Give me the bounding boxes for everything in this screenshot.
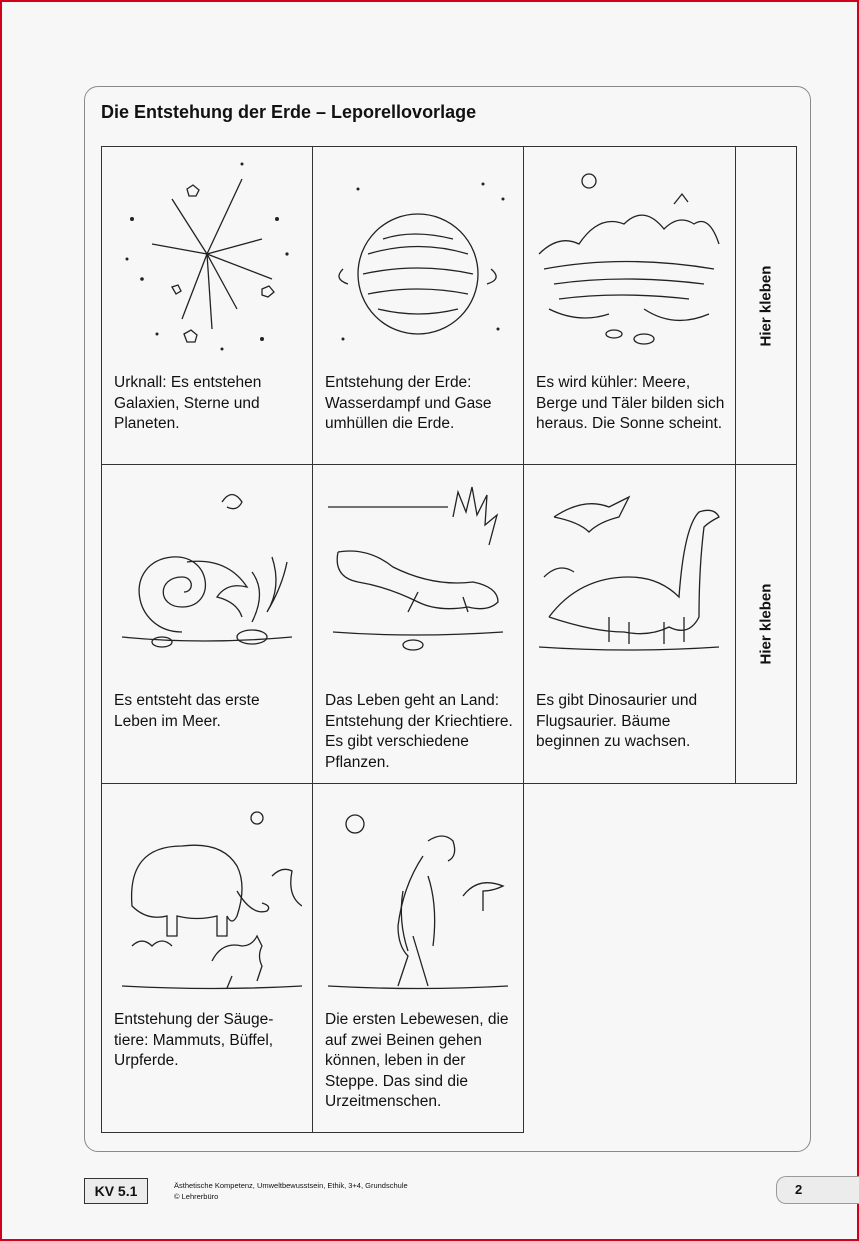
panel-4 [101,464,313,784]
earth-formation-icon [323,159,513,359]
panel-caption: Die ersten Lebewesen, die auf zwei Beinen gehen können, leben in der Steppe. Das sind die Urzeitmenschen. [325,1011,509,1110]
panel-caption: Urknall: Es entstehen Galaxien, Sterne und Planeten. [114,374,262,432]
panel-caption: Es gibt Dinosaurier und Flugsaurier. Bäume beginnen zu wachsen. [536,692,698,750]
panel-3 [523,146,736,465]
panel-2 [312,146,524,465]
lizard-icon [323,477,513,677]
panel-caption: Es wird kühler: Meere, Berge und Täler bilden sich heraus. Die Sonne scheint. [536,374,725,432]
panel-1 [101,146,313,465]
dinosaur-icon [534,477,724,677]
glue-label: Hier kleben [757,583,775,665]
page-number: 2 [776,1176,859,1204]
landscape-sea-icon [534,159,724,359]
panel-5 [312,464,524,784]
mammoth-icon [112,796,302,996]
big-bang-icon [112,159,302,359]
footer-info [174,1180,408,1202]
glue-strip-1 [735,146,797,465]
ammonite-icon [112,477,302,677]
panel-caption: Entstehung der Erde: Wasserdampf und Gase umhüllen die Erde. [325,374,492,432]
panel-caption: Entstehung der Säuge-tiere: Mammuts, Büffel, Urpferde. [114,1011,274,1069]
glue-label: Hier kleben [757,265,775,346]
worksheet-code: KV 5.1 [84,1178,148,1204]
footer-subject-line: Ästhetische Kompetenz, Umweltbewusstsein, Ethik, 3+4, Grundschule [174,1181,408,1190]
panel-6 [523,464,736,784]
glue-strip-2 [735,464,797,784]
panel-caption: Es entsteht das erste Leben im Meer. [114,692,260,730]
footer-copyright: © Lehrerbüro [174,1192,219,1201]
early-human-icon [323,796,513,996]
panel-8 [312,783,524,1133]
panel-7 [101,783,313,1133]
worksheet-title: Die Entstehung der Erde – Leporellovorlage [101,102,477,122]
panel-caption: Das Leben geht an Land: Entstehung der Kriechtiere. Es gibt verschiedene Pflanzen. [325,692,513,771]
